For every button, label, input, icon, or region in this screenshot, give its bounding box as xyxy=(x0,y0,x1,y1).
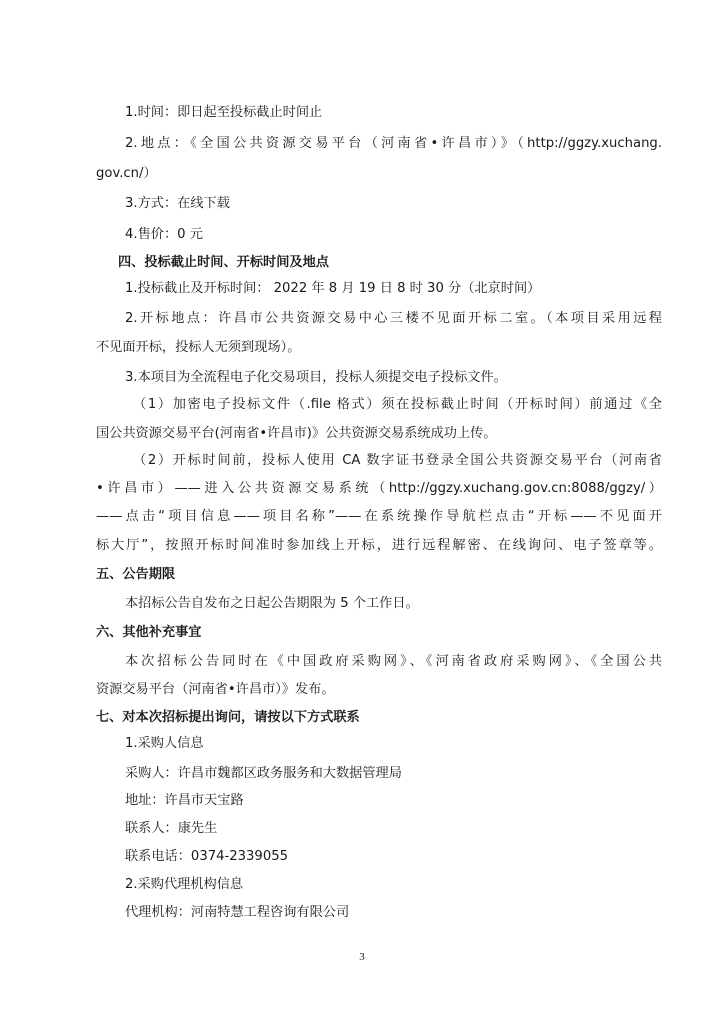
section-heading-4: 四、投标截止时间、开标时间及地点 xyxy=(118,255,329,270)
sub-item-2: （2）开标时间前，投标人使用 CA 数字证书登录全国公共资源交易平台（河南省 xyxy=(133,453,662,468)
sub-item-1: （1）加密电子投标文件（.file 格式）须在投标截止时间（开标时间）前通过《全 xyxy=(133,397,662,412)
section-heading-6: 六、其他补充事宜 xyxy=(96,625,202,640)
sub-item-2-cont-1: •许昌市）——进入公共资源交易系统（http://ggzy.xuchang.gov.cn:8088/ggzy/） xyxy=(96,481,662,496)
deadline-item: 1.投标截止及开标时间： 2022 年 8 月 19 日 8 时 30 分（北京时间） xyxy=(125,281,541,296)
venue-item: 2.开标地点：许昌市公共资源交易中心三楼不见面开标二室。（本项目采用远程 xyxy=(125,311,662,326)
sub-item-2-cont-2: ——点击“项目信息——项目名称”——在系统操作导航栏点击“开标——不见面开 xyxy=(96,509,662,524)
purchaser-info-title: 1.采购人信息 xyxy=(125,736,204,751)
electronic-item: 3.本项目为全流程电子化交易项目，投标人须提交电子投标文件。 xyxy=(125,370,507,385)
location-item-cont: gov.cn/） xyxy=(96,166,157,181)
price-item: 4.售价：0 元 xyxy=(125,227,203,242)
time-item: 1.时间：即日起至投标截止时间止 xyxy=(125,105,323,120)
page-number: 3 xyxy=(359,951,365,963)
notice-period: 本招标公告自发布之日起公告期限为 5 个工作日。 xyxy=(125,596,419,611)
agency-name: 代理机构：河南特慧工程咨询有限公司 xyxy=(125,905,350,920)
agency-info-title: 2.采购代理机构信息 xyxy=(125,877,244,892)
venue-item-cont: 不见面开标，投标人无须到现场）。 xyxy=(96,340,301,355)
supplement-item-cont: 资源交易平台（河南省•许昌市）》发布。 xyxy=(96,682,335,697)
location-item: 2.地点：《全国公共资源交易平台（河南省•许昌市）》（http://ggzy.xuchang. xyxy=(125,136,662,151)
purchaser-address: 地址：许昌市天宝路 xyxy=(125,793,244,808)
section-heading-5: 五、公告期限 xyxy=(96,567,176,582)
sub-item-1-cont: 国公共资源交易平台(河南省•许昌市)》公共资源交易系统成功上传。 xyxy=(96,426,497,441)
supplement-item: 本次招标公告同时在《中国政府采购网》、《河南省政府采购网》、《全国公共 xyxy=(125,654,662,669)
sub-item-2-cont-3: 标大厅”，按照开标时间准时参加线上开标，进行远程解密、在线询问、电子签章等。 xyxy=(96,538,662,553)
purchaser-phone: 联系电话：0374-2339055 xyxy=(125,849,288,864)
method-item: 3.方式：在线下载 xyxy=(125,196,230,211)
purchaser-name: 采购人：许昌市魏都区政务服务和大数据管理局 xyxy=(125,766,402,781)
purchaser-contact: 联系人：康先生 xyxy=(125,821,218,836)
section-heading-7: 七、对本次招标提出询问，请按以下方式联系 xyxy=(96,710,360,725)
